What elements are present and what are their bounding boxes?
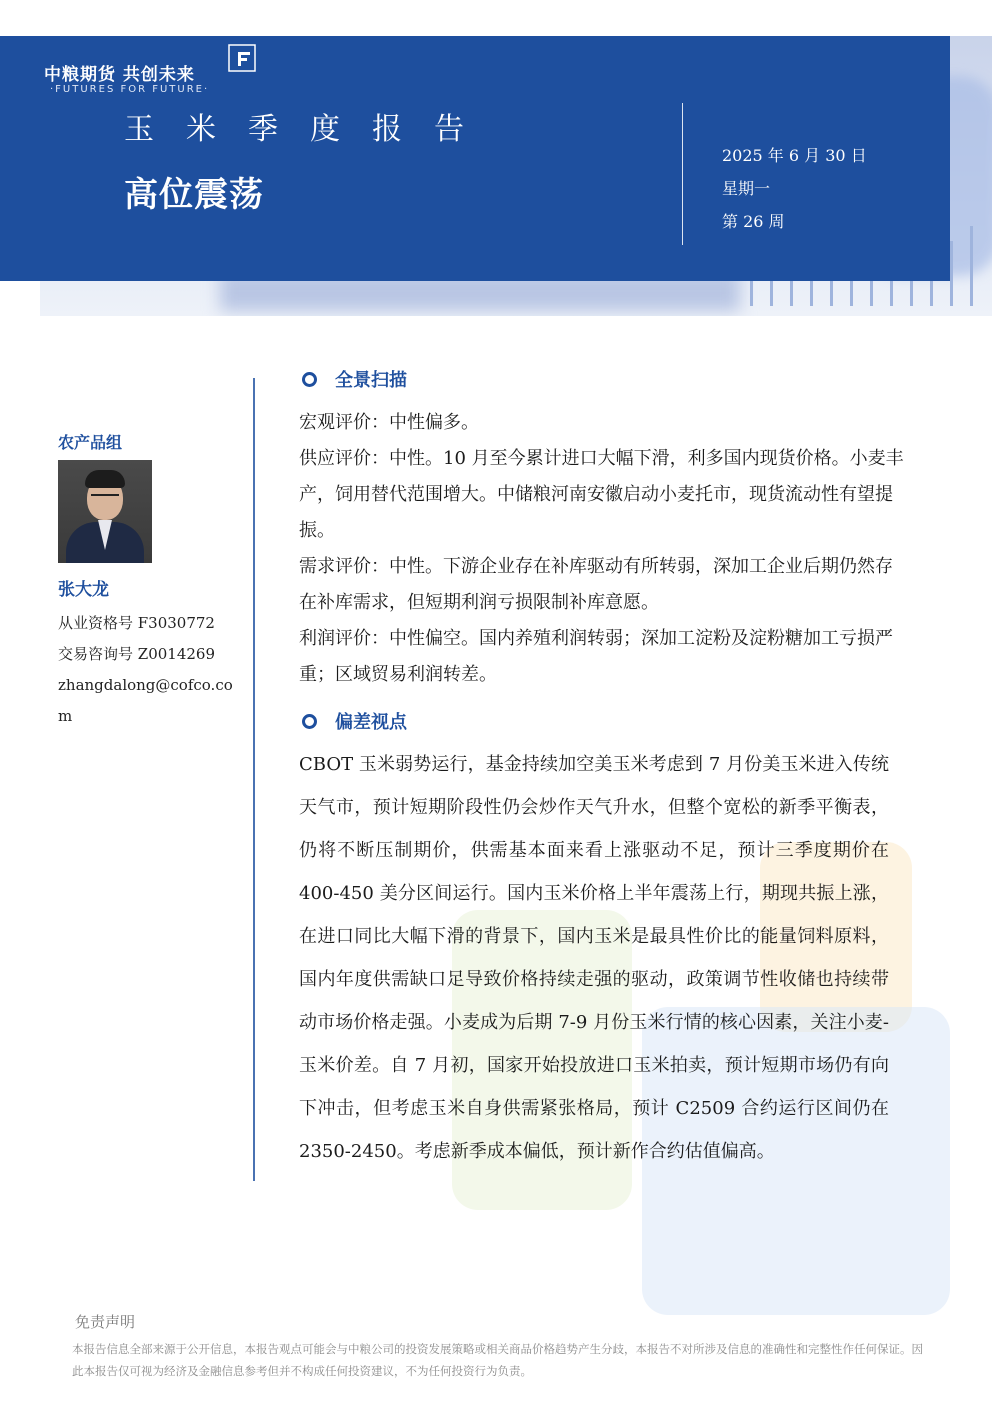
- disclaimer-title: 免责声明: [75, 1313, 136, 1331]
- bullet-ring-icon: [302, 714, 317, 729]
- supply-rating: 供应评价：中性。10 月至今累计进口大幅下滑，利多国内现货价格。小麦丰产，饲用替代范围增大。中储粮河南安徽启动小麦托市，现货流动性有望提振。: [299, 448, 904, 541]
- overview-body: [299, 405, 904, 693]
- consult-number: 交易咨询号 Z0014269: [58, 645, 215, 663]
- report-date-block: [722, 144, 867, 243]
- demand-rating: 需求评价：中性。下游企业存在补库驱动有所转弱，深加工企业后期仍然存在补库需求，但短期利润亏损限制补库意愿。: [299, 556, 893, 613]
- bias-body: CBOT 玉米弱势运行，基金持续加空美玉米考虑到 7 月份美玉米进入传统天气市，预计短期阶段性仍会炒作天气升水，但整个宽松的新季平衡表，仍将不断压制期价，供需基本面来看上涨驱动不足，预计三季度期价在 400-450 美分区间运行。国内玉米价格上半年震荡上行，期现共振上涨，在进口同比大幅下滑的背景下，国内玉米是最具性价比的能量饲料原料，国内年度供需缺口足导致价格持续走强的驱动，政策调节性收储也持续带动市场价格走强。小麦成为后期 7-9 月份玉米行情的核心因素，关注小麦-玉米价差。自 7 月初，国家开始投放进口玉米拍卖，预计短期市场仍有向下冲击，但考虑玉米自身供需紧张格局，预计 C2509 合约运行区间仍在 2350-2450。考虑新季成本偏低，预计新作合约估值偏高。: [299, 754, 889, 1162]
- analyst-email[interactable]: zhangdalong@cofco.com: [58, 676, 233, 725]
- qualification-number: 从业资格号 F3030772: [58, 614, 215, 632]
- company-logo-text: 中粮期货 共创未来: [44, 65, 195, 85]
- report-weekday: 星期一: [722, 179, 771, 198]
- macro-rating: 宏观评价：中性偏多。: [299, 412, 479, 433]
- section-heading-bias: [302, 708, 407, 734]
- section-heading-overview: [302, 366, 407, 392]
- bullet-ring-icon: [302, 372, 317, 387]
- profit-rating: 利润评价：中性偏空。国内养殖利润转弱；深加工淀粉及淀粉糖加工亏损严重；区域贸易利润转差。: [299, 628, 893, 685]
- company-logo-icon: [228, 44, 256, 72]
- analyst-name: 张大龙: [58, 580, 109, 600]
- report-title: 高位震荡: [124, 175, 264, 215]
- disclaimer-text: 本报告信息全部来源于公开信息，本报告观点可能会与中粮公司的投资发展策略或相关商品价格趋势产生分歧，本报告不对所涉及信息的准确性和完整性作任何保证。因此本报告仅可视为经济及金融信息参考但并不构成任何投资建议，不为任何投资行为负责。: [72, 1342, 923, 1378]
- section-title: 全景扫描: [335, 370, 407, 391]
- company-slogan: ·FUTURES FOR FUTURE·: [50, 84, 210, 95]
- report-type: 玉米季度报告: [124, 112, 496, 147]
- analyst-group: 农产品组: [58, 433, 123, 452]
- section-title: 偏差视点: [335, 712, 407, 733]
- header-divider: [682, 103, 683, 245]
- report-date: 2025 年 6 月 30 日: [722, 146, 867, 165]
- column-divider: [253, 378, 255, 1181]
- report-week: 第 26 周: [722, 212, 785, 231]
- analyst-photo: [58, 460, 152, 563]
